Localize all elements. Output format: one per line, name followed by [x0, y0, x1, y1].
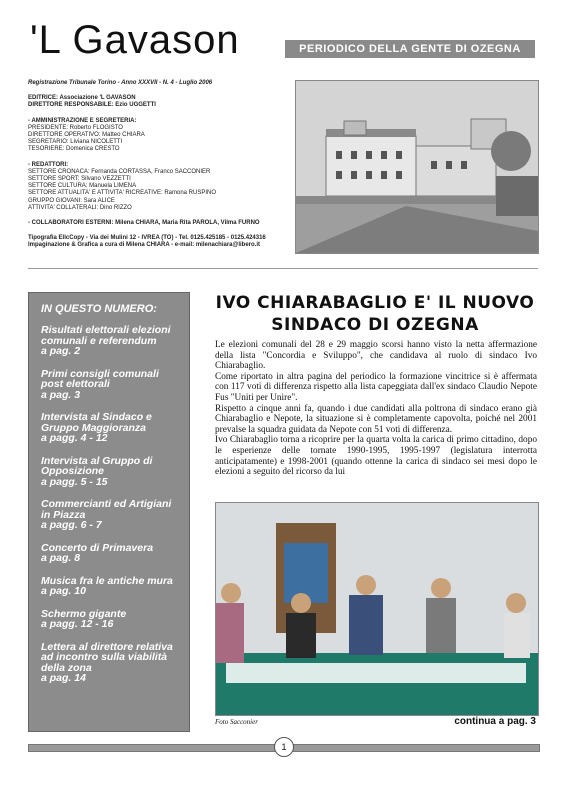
contents-item[interactable] — [41, 576, 183, 597]
publication-info — [28, 80, 288, 250]
admin-block — [28, 118, 288, 154]
redattori-line: SETTORE CULTURA: Manuela LIMENA — [28, 183, 137, 190]
contents-item-text: Commercianti ed Artigiani in Piazza — [41, 498, 172, 521]
impaginazione-line: Impaginazione & Grafica a cura di Milena CHIARA - e-mail: milenachiara@libero.it — [28, 242, 261, 249]
contents-item-text: Risultati elettorali elezioni comunali e referendum — [41, 324, 171, 347]
village-photo — [295, 80, 539, 254]
article-paragraph: Come riportato in altra pagina del periodico la formazione vincitrice si è affermata con 117 voti di differenza rispetto alla lista capeggiata dall'ex sindaco Claudio Nepote Fus "Uniti per Unire". — [215, 371, 537, 403]
contents-item-page: a pagg. 5 - 15 — [41, 475, 108, 488]
article-body — [215, 340, 537, 478]
admin-line: SEGRETARIO: Liviana NICOLETTI — [28, 139, 123, 146]
contents-item[interactable] — [41, 543, 183, 564]
village-photo-illustration — [296, 81, 538, 253]
contents-item-page: a pagg. 6 - 7 — [41, 519, 102, 531]
headline-line: IVO CHIARABAGLIO E' IL NUOVO — [215, 293, 535, 313]
admin-line: PRESIDENTE: Roberto FLOGISTO — [28, 124, 123, 131]
contents-item[interactable] — [41, 369, 183, 401]
contents-item[interactable] — [41, 412, 183, 444]
admin-line: DIRETTORE OPERATIVO: Matteo CHIARA — [28, 132, 145, 139]
direttore-line: DIRETTORE RESPONSABILE: Ezio UGGETTI — [28, 102, 156, 109]
header-divider — [28, 268, 538, 269]
contents-item[interactable] — [41, 456, 183, 488]
contents-item-page: a pag. 8 — [41, 552, 81, 564]
tipografia-line: Tipografia EllcCopy - Via dei Mulini 12 - IVREA (TO) - Tel. 0125.425185 - 0125.424316 — [28, 235, 266, 242]
article-paragraph: Ivo Chiarabaglio torna a ricoprire per la quarta volta la carica di primo cittadino, dopo le esperienze delle tornate 1990-1995, 1995-1997 (legislatura interrotta anticipatamente) e 1998-2001 (quando ottenne la carica di sindaco sei mesi dopo le elezioni a seguito del ricorso da lui — [215, 435, 537, 478]
registration-line: Registrazione Tribunale Torino - Anno XXXVII - N. 4 - Luglio 2006 — [28, 80, 213, 86]
contents-item-text: Schermo gigante — [41, 607, 127, 620]
collaboratori-line: - COLLABORATORI ESTERNI: Milena CHIARA, Maria Rita PAROLA, Vilma FURNO — [28, 220, 260, 227]
masthead-subtitle: PERIODICO DELLA GENTE DI OZEGNA — [285, 40, 535, 58]
sidebar-title: IN QUESTO NUMERO: — [41, 303, 157, 315]
contents-sidebar — [28, 292, 190, 732]
contents-item-text: Concerto di Primavera — [41, 541, 154, 554]
continue-link[interactable]: continua a pag. 3 — [454, 716, 536, 727]
contents-item-page: a pagg. 4 - 12 — [41, 432, 108, 444]
contents-item[interactable] — [41, 325, 183, 357]
editrice-line: EDITRICE: Associazione 'L GAVASON — [28, 95, 136, 102]
redattori-heading: - REDATTORI: — [28, 161, 69, 168]
redattori-line: GRUPPO GIOVANI: Sara ALICE — [28, 197, 115, 204]
contents-item-text: Intervista al Gruppo di Opposizione — [41, 454, 153, 477]
contents-item-text: Musica fra le antiche mura — [41, 574, 173, 587]
admin-line: TESORIERE: Domenica CRESTO — [28, 146, 120, 153]
admin-heading: - AMMINISTRAZIONE E SEGRETERIA: — [28, 117, 137, 124]
editorial-block — [28, 95, 288, 109]
contents-item-text: Lettera al direttore relativa ad incontro sulla viabilità della zona — [41, 640, 173, 674]
council-photo-illustration — [216, 503, 538, 715]
photo-credit: Foto Sacconier — [215, 718, 258, 726]
contents-item-text: Primi consigli comunali post elettorali — [41, 367, 159, 390]
contents-list — [41, 325, 183, 696]
contents-item-page: a pag. 14 — [41, 672, 86, 684]
contents-item[interactable] — [41, 499, 183, 531]
contents-item-text: Intervista al Sindaco e Gruppo Maggioranza — [41, 411, 152, 434]
redattori-line: SETTORE CRONACA: Fernanda CORTASSA, Franco SACCONIER — [28, 168, 211, 175]
article-paragraph: Le elezioni comunali del 28 e 29 maggio scorsi hanno visto la netta affermazione della lista "Concordia e Sviluppo", che candidava al ruolo di sindaco Ivo Chiarabaglio. — [215, 340, 537, 372]
redattori-block — [28, 162, 288, 212]
contents-item[interactable] — [41, 642, 183, 684]
council-photo — [215, 502, 539, 716]
redattori-line: ATTIVITA' COLLATERALI: Dino RIZZO — [28, 204, 132, 211]
redattori-line: SETTORE SPORT: Silvano VEZZETTI — [28, 176, 131, 183]
contents-item[interactable] — [41, 609, 183, 630]
article-paragraph: Rispetto a cinque anni fa, quando i due candidati alla poltrona di sindaco erano già Chiarabaglio e Nepote, la situazione si è completamente capovolta, poiché nel 2001 prevalse la squadra guidata da Nepote con 51 voti di differenza. — [215, 403, 537, 435]
contents-item-page: a pag. 2 — [41, 345, 81, 357]
masthead-title: 'L Gavason — [30, 18, 240, 62]
article-headline — [215, 292, 535, 336]
contents-item-page: a pagg. 12 - 16 — [41, 618, 114, 630]
contents-item-page: a pag. 3 — [41, 388, 81, 401]
contents-item-page: a pag. 10 — [41, 585, 86, 597]
redattori-line: SETTORE ATTUALITA' E ATTIVITA' RICREATIVE: Ramona RUSPINO — [28, 190, 216, 197]
headline-line: SINDACO DI OZEGNA — [271, 315, 479, 335]
page-number: 1 — [274, 737, 294, 757]
